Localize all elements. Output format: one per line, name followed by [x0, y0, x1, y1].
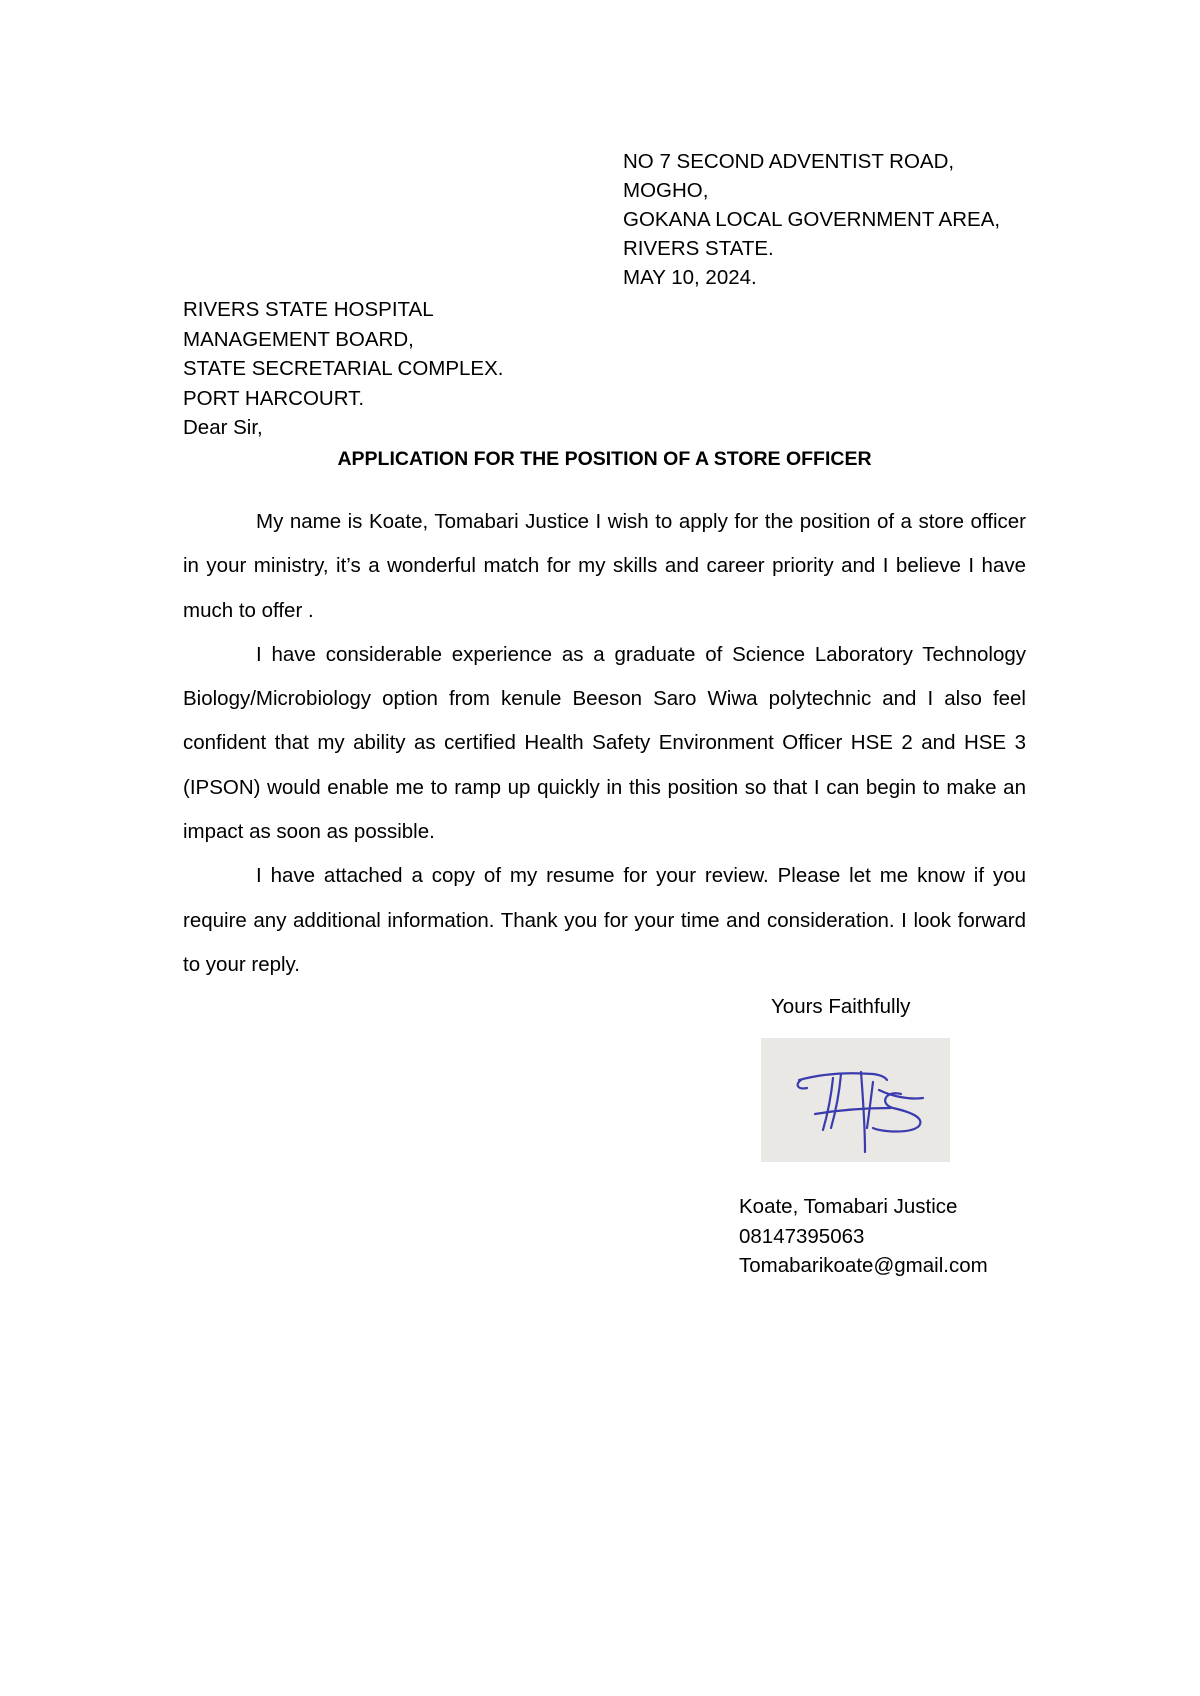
- body-paragraph: I have attached a copy of my resume for your review. Please let me know if you require any additional information. Thank you for your time and consideration. I look forward to your reply.: [183, 864, 1026, 976]
- signer-block: [739, 1192, 988, 1281]
- recipient-address-line: MANAGEMENT BOARD,: [183, 327, 414, 351]
- letter-date: MAY 10, 2024.: [623, 266, 757, 289]
- letter-subject: APPLICATION FOR THE POSITION OF A STORE OFFICER: [337, 448, 872, 470]
- recipient-address-line: STATE SECRETARIAL COMPLEX.: [183, 357, 504, 380]
- sender-address-line: MOGHO,: [623, 179, 709, 202]
- closing: Yours Faithfully: [771, 995, 911, 1018]
- sender-address-line: NO 7 SECOND ADVENTIST ROAD,: [623, 150, 955, 173]
- recipient-address-line: PORT HARCOURT.: [183, 386, 365, 410]
- signer-phone: 08147395063: [739, 1224, 865, 1248]
- sender-address-line: RIVERS STATE.: [623, 237, 774, 260]
- body-paragraph: My name is Koate, Tomabari Justice I wish to apply for the position of a store officer in your ministry, it’s a wonderful match for my skills and career priority and I believe I have much to offer .: [183, 510, 1026, 622]
- sender-address: [623, 147, 1143, 292]
- handwritten-signature: [761, 1038, 950, 1162]
- signer-email: Tomabarikoate@gmail.com: [739, 1254, 988, 1277]
- letter-body: [183, 500, 1026, 987]
- signer-name: Koate, Tomabari Justice: [739, 1195, 958, 1218]
- recipient-address-line: RIVERS STATE HOSPITAL: [183, 298, 434, 321]
- body-paragraph: I have considerable experience as a graduate of Science Laboratory Technology Biology/Microbiology option from kenule Beeson Saro Wiwa polytechnic and I also feel confident that my ability as certified Health Safety Environment Officer HSE 2 and HSE 3 (IPSON) would enable me to ramp up quickly in this position so that I can begin to make an impact as soon as possible.: [183, 642, 1026, 844]
- salutation: Dear Sir,: [183, 416, 263, 439]
- sender-address-line: GOKANA LOCAL GOVERNMENT AREA,: [623, 208, 1001, 231]
- recipient-address: [183, 295, 783, 443]
- signature-image: [761, 1038, 950, 1162]
